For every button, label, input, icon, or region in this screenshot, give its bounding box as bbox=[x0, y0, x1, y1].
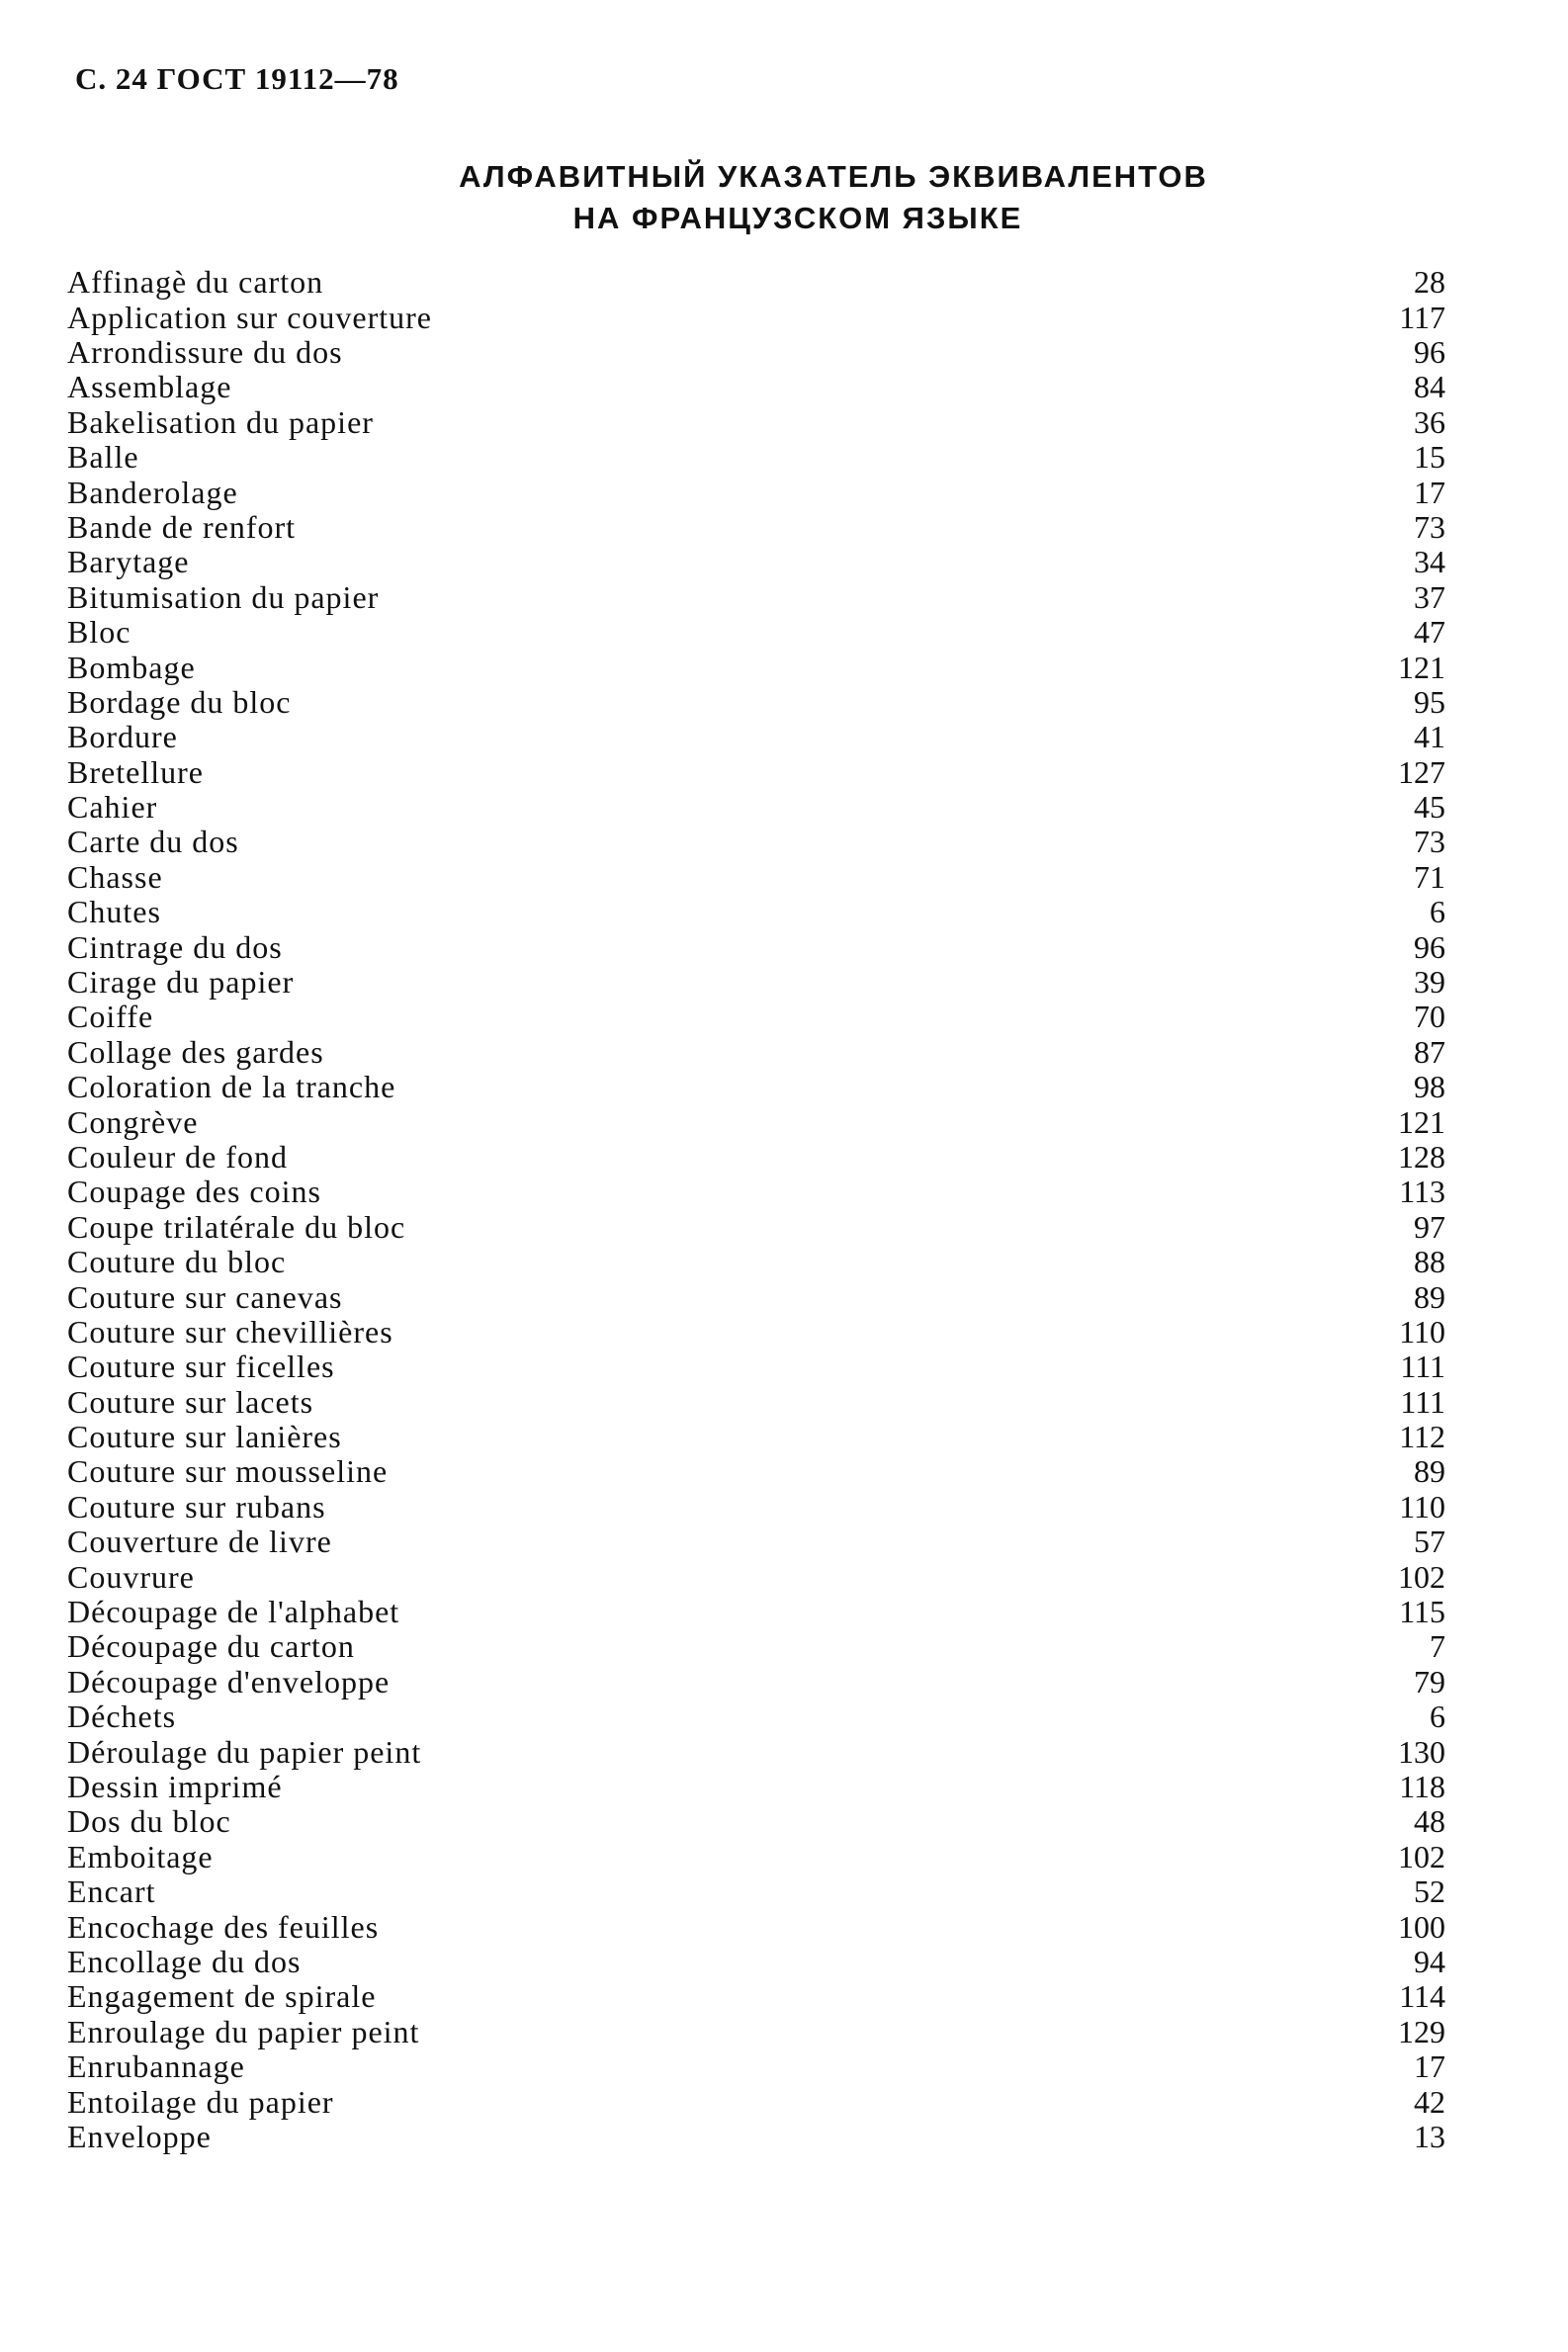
entry-page-number: 15 bbox=[1414, 439, 1445, 476]
index-entry bbox=[67, 1279, 1451, 1314]
index-entry bbox=[67, 965, 1451, 1000]
index-entry bbox=[67, 1665, 1451, 1699]
index-entry bbox=[67, 790, 1451, 825]
entry-term: Balle bbox=[67, 439, 139, 476]
entry-term: Couture sur chevillières bbox=[67, 1313, 393, 1350]
entry-page-number: 39 bbox=[1414, 964, 1445, 1001]
entry-term: Coupe trilatérale du bloc bbox=[67, 1208, 406, 1245]
entry-page-number: 89 bbox=[1414, 1453, 1445, 1490]
index-entry bbox=[67, 335, 1451, 370]
entry-page-number: 110 bbox=[1399, 1488, 1445, 1524]
entry-page-number: 95 bbox=[1414, 683, 1445, 720]
index-entry bbox=[67, 720, 1451, 754]
entry-term: Cirage du papier bbox=[67, 964, 295, 1001]
index-entry bbox=[67, 545, 1451, 579]
entry-page-number: 7 bbox=[1430, 1628, 1445, 1665]
index-entry bbox=[67, 2049, 1451, 2084]
entry-term: Bakelisation du papier bbox=[67, 403, 374, 440]
entry-page-number: 117 bbox=[1399, 299, 1445, 335]
index-entry bbox=[67, 265, 1451, 300]
entry-page-number: 36 bbox=[1414, 403, 1445, 440]
index-entry bbox=[67, 895, 1451, 929]
entry-term: Collage des gardes bbox=[67, 1033, 324, 1070]
entry-page-number: 34 bbox=[1414, 544, 1445, 580]
entry-term: Enroulage du papier peint bbox=[67, 2013, 420, 2049]
index-entry bbox=[67, 860, 1451, 895]
entry-page-number: 47 bbox=[1414, 614, 1445, 651]
index-entry bbox=[67, 1804, 1451, 1839]
entry-page-number: 52 bbox=[1414, 1873, 1445, 1910]
index-entry bbox=[67, 1070, 1451, 1104]
entry-term: Couture sur canevas bbox=[67, 1278, 343, 1315]
index-entry bbox=[67, 475, 1451, 509]
entry-term: Bitumisation du papier bbox=[67, 578, 380, 615]
entry-term: Dos du bloc bbox=[67, 1803, 231, 1840]
page-header: С. 24 ГОСТ 19112—78 bbox=[75, 61, 399, 96]
index-entry bbox=[67, 580, 1451, 615]
entry-page-number: 96 bbox=[1414, 333, 1445, 370]
index-entry bbox=[67, 1979, 1451, 2014]
entry-term: Couture sur mousseline bbox=[67, 1453, 389, 1490]
entry-term: Cintrage du dos bbox=[67, 928, 283, 965]
entry-term: Encochage des feuilles bbox=[67, 1908, 380, 1945]
index-entry bbox=[67, 754, 1451, 789]
entry-term: Enveloppe bbox=[67, 2118, 212, 2154]
index-entry bbox=[67, 1770, 1451, 1804]
entry-term: Chutes bbox=[67, 894, 161, 930]
entry-term: Découpage d'enveloppe bbox=[67, 1663, 391, 1699]
entry-page-number: 70 bbox=[1414, 999, 1445, 1035]
index-entry bbox=[67, 1385, 1451, 1420]
entry-page-number: 88 bbox=[1414, 1244, 1445, 1280]
entry-page-number: 121 bbox=[1398, 1103, 1445, 1140]
entry-page-number: 42 bbox=[1414, 2083, 1445, 2120]
index-entry bbox=[67, 615, 1451, 650]
entry-page-number: 6 bbox=[1430, 894, 1445, 930]
index-title bbox=[0, 156, 1568, 239]
index-entry bbox=[67, 1490, 1451, 1524]
entry-term: Bretellure bbox=[67, 753, 204, 790]
entry-page-number: 118 bbox=[1399, 1769, 1445, 1804]
entry-page-number: 129 bbox=[1398, 2013, 1445, 2049]
entry-term: Déchets bbox=[67, 1699, 177, 1735]
entry-page-number: 113 bbox=[1399, 1174, 1445, 1210]
title-line-1: АЛФАВИТНЫЙ УКАЗАТЕЛЬ ЭКВИВАЛЕНТОВ bbox=[459, 159, 1208, 194]
index-entry bbox=[67, 510, 1451, 545]
entry-page-number: 37 bbox=[1414, 578, 1445, 615]
entry-page-number: 102 bbox=[1398, 1558, 1445, 1595]
index-entry bbox=[67, 1840, 1451, 1874]
entry-term: Cahier bbox=[67, 789, 158, 826]
entry-term: Chasse bbox=[67, 858, 163, 895]
index-entry bbox=[67, 1909, 1451, 1944]
index-entry bbox=[67, 1629, 1451, 1664]
index-entry bbox=[67, 1000, 1451, 1034]
entry-page-number: 128 bbox=[1398, 1138, 1445, 1175]
entry-page-number: 112 bbox=[1399, 1419, 1445, 1455]
entry-term: Congrève bbox=[67, 1103, 199, 1140]
entry-page-number: 89 bbox=[1414, 1278, 1445, 1315]
entry-page-number: 28 bbox=[1414, 264, 1445, 301]
entry-page-number: 73 bbox=[1414, 508, 1445, 545]
index-entry bbox=[67, 1945, 1451, 1979]
entry-page-number: 111 bbox=[1400, 1383, 1445, 1420]
entry-page-number: 115 bbox=[1399, 1594, 1445, 1630]
entry-page-number: 94 bbox=[1414, 1943, 1445, 1979]
entry-term: Bande de renfort bbox=[67, 508, 297, 545]
entry-page-number: 17 bbox=[1414, 2048, 1445, 2085]
index-entry bbox=[67, 2084, 1451, 2119]
entry-term: Engagement de spirale bbox=[67, 1978, 377, 2015]
entry-term: Bombage bbox=[67, 649, 196, 685]
entry-page-number: 84 bbox=[1414, 369, 1445, 405]
entry-page-number: 110 bbox=[1399, 1313, 1445, 1350]
entry-page-number: 73 bbox=[1414, 824, 1445, 860]
entry-page-number: 127 bbox=[1398, 753, 1445, 790]
entry-term: Couture sur lanières bbox=[67, 1419, 342, 1455]
entry-page-number: 97 bbox=[1414, 1208, 1445, 1245]
entry-term: Emboitage bbox=[67, 1838, 214, 1874]
entry-page-number: 57 bbox=[1414, 1524, 1445, 1560]
entry-term: Encart bbox=[67, 1873, 156, 1910]
entry-term: Déroulage du papier peint bbox=[67, 1733, 422, 1770]
entry-term: Découpage de l'alphabet bbox=[67, 1594, 400, 1630]
entry-term: Bloc bbox=[67, 614, 131, 651]
index-entry bbox=[67, 2015, 1451, 2049]
index-entry bbox=[67, 370, 1451, 404]
entry-term: Coiffe bbox=[67, 999, 154, 1035]
entry-term: Découpage du carton bbox=[67, 1628, 355, 1665]
entry-term: Couverture de livre bbox=[67, 1524, 332, 1560]
entry-term: Couvrure bbox=[67, 1558, 195, 1595]
entry-term: Banderolage bbox=[67, 474, 238, 510]
entry-term: Coloration de la tranche bbox=[67, 1069, 396, 1105]
entry-term: Enrubannage bbox=[67, 2048, 245, 2085]
index-entry bbox=[67, 1420, 1451, 1454]
index-entry bbox=[67, 1210, 1451, 1245]
index-entry bbox=[67, 300, 1451, 334]
entry-term: Couture sur rubans bbox=[67, 1488, 326, 1524]
entry-term: Couleur de fond bbox=[67, 1138, 288, 1175]
entry-term: Coupage des coins bbox=[67, 1174, 321, 1210]
entry-term: Application sur couverture bbox=[67, 299, 432, 335]
entry-term: Bordure bbox=[67, 719, 178, 755]
index-entry bbox=[67, 405, 1451, 440]
index-entry bbox=[67, 1595, 1451, 1629]
entry-page-number: 87 bbox=[1414, 1033, 1445, 1070]
index-entry bbox=[67, 650, 1451, 684]
entry-term: Carte du dos bbox=[67, 824, 239, 860]
entry-page-number: 71 bbox=[1414, 858, 1445, 895]
index-entry bbox=[67, 1350, 1451, 1384]
index-entry bbox=[67, 825, 1451, 859]
entry-page-number: 121 bbox=[1398, 649, 1445, 685]
index-entry bbox=[67, 1734, 1451, 1769]
entry-term: Couture du bloc bbox=[67, 1244, 287, 1280]
index-entry bbox=[67, 2120, 1451, 2154]
entry-page-number: 48 bbox=[1414, 1803, 1445, 1840]
index-entry bbox=[67, 1175, 1451, 1209]
index-entry bbox=[67, 685, 1451, 720]
index-entry bbox=[67, 1315, 1451, 1350]
entry-page-number: 111 bbox=[1400, 1349, 1445, 1385]
index-entry bbox=[67, 440, 1451, 475]
entry-page-number: 79 bbox=[1414, 1663, 1445, 1699]
index-entry bbox=[67, 1699, 1451, 1734]
entry-page-number: 17 bbox=[1414, 474, 1445, 510]
index-entry bbox=[67, 1140, 1451, 1175]
entry-term: Arrondissure du dos bbox=[67, 333, 343, 370]
entry-term: Assemblage bbox=[67, 369, 232, 405]
index-entry bbox=[67, 1559, 1451, 1594]
entry-page-number: 45 bbox=[1414, 789, 1445, 826]
entry-page-number: 6 bbox=[1430, 1699, 1445, 1735]
index-entry bbox=[67, 1104, 1451, 1139]
entry-page-number: 114 bbox=[1399, 1978, 1445, 2015]
entry-term: Affinagè du carton bbox=[67, 264, 324, 301]
entry-page-number: 98 bbox=[1414, 1069, 1445, 1105]
title-line-2: НА ФРАНЦУЗСКОМ ЯЗЫКЕ bbox=[572, 201, 1023, 235]
entry-term: Encollage du dos bbox=[67, 1943, 302, 1979]
entry-page-number: 96 bbox=[1414, 928, 1445, 965]
entry-page-number: 100 bbox=[1398, 1908, 1445, 1945]
index-entry bbox=[67, 1454, 1451, 1489]
entry-term: Bordage du bloc bbox=[67, 683, 292, 720]
index-entry bbox=[67, 1524, 1451, 1559]
index-list bbox=[67, 265, 1451, 2154]
entry-term: Couture sur ficelles bbox=[67, 1349, 335, 1385]
index-entry bbox=[67, 1245, 1451, 1279]
entry-term: Dessin imprimé bbox=[67, 1769, 283, 1804]
entry-page-number: 102 bbox=[1398, 1838, 1445, 1874]
entry-term: Barytage bbox=[67, 544, 190, 580]
entry-page-number: 41 bbox=[1414, 719, 1445, 755]
entry-page-number: 130 bbox=[1398, 1733, 1445, 1770]
entry-term: Couture sur lacets bbox=[67, 1383, 314, 1420]
index-entry bbox=[67, 929, 1451, 964]
index-entry bbox=[67, 1035, 1451, 1070]
index-entry bbox=[67, 1874, 1451, 1909]
entry-page-number: 13 bbox=[1414, 2118, 1445, 2154]
entry-term: Entoilage du papier bbox=[67, 2083, 334, 2120]
